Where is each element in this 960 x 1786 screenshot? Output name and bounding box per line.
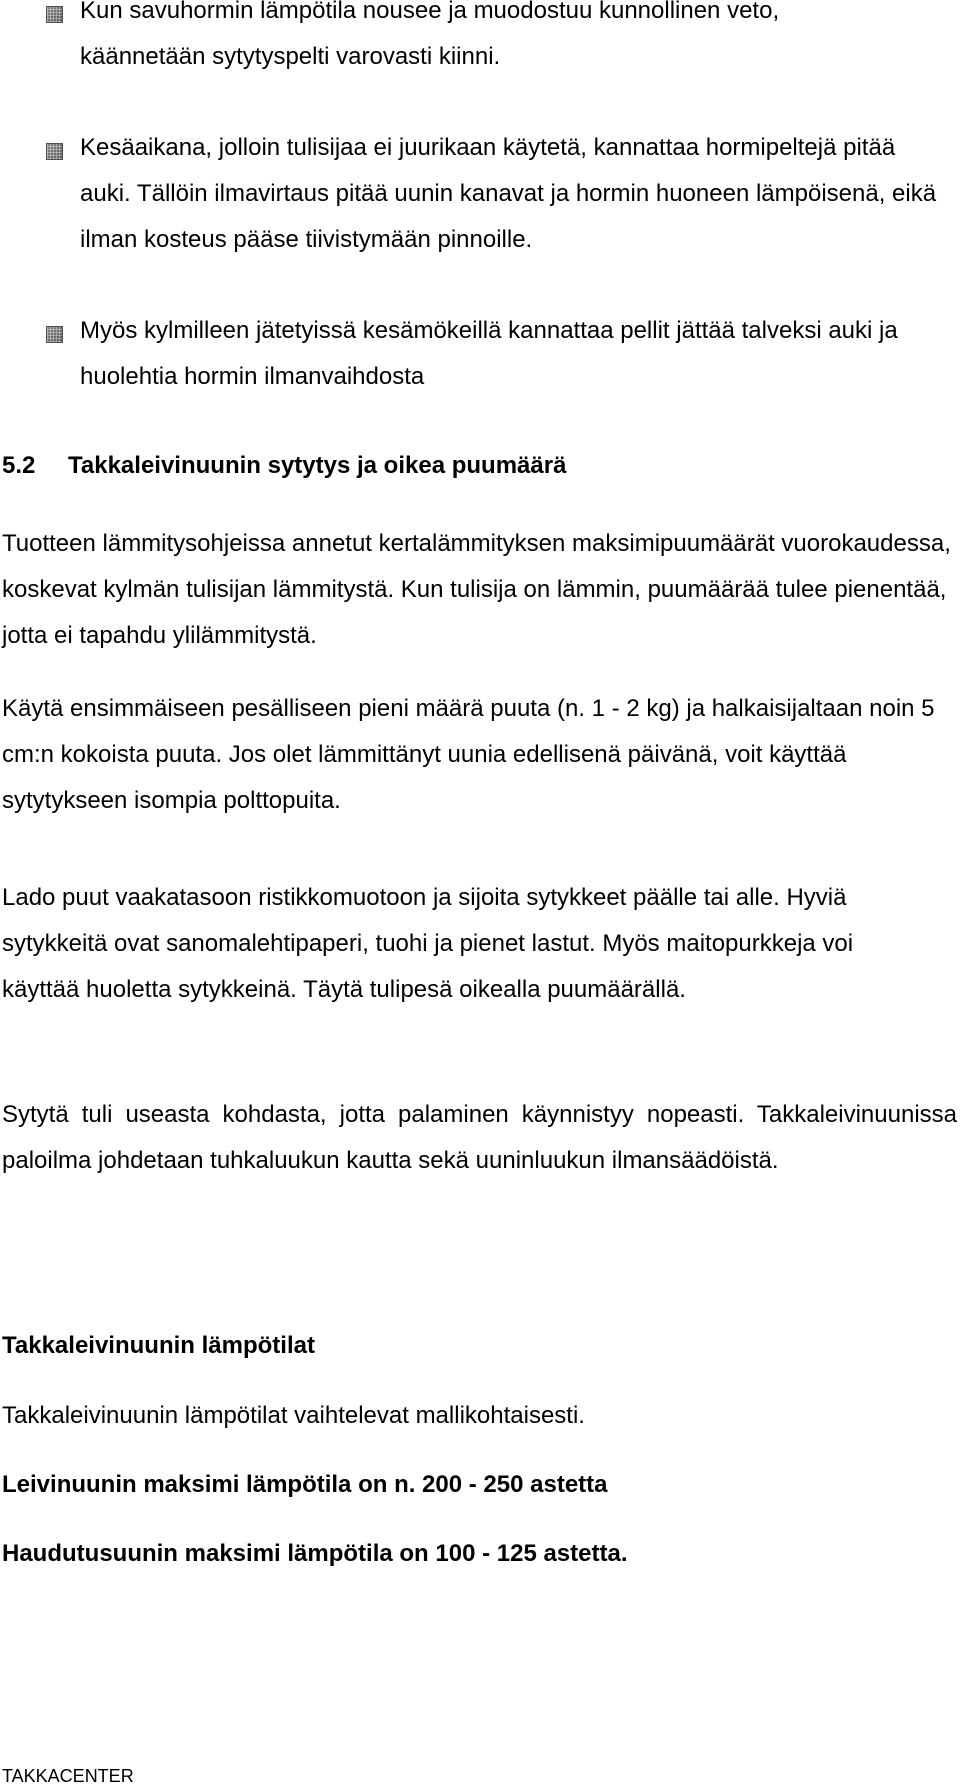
section-number: 5.2 [2, 452, 36, 479]
subheading: Takkaleivinuunin lämpötilat [2, 1332, 315, 1359]
paragraph: Sytytä tuli useasta kohdasta, jotta palaminen käynnistyy nopeasti. Takkaleivinuunissa paloilma johdetaan tuhkaluukun kautta sekä uuninluukun ilmansäädöistä. [2, 1101, 957, 1174]
bullet-item [46, 317, 946, 400]
paragraph: Lado puut vaakatasoon ristikkomuotoon ja sijoita sytykkeet päälle tai alle. Hyviä sytykkeitä ovat sanomalehtipaperi, tuohi ja pienet lastut. Myös maitopurkkeja voi käyttää huoletta sytykkeinä. Täytä tulipesä oikealla puumäärällä. [2, 884, 854, 1003]
footer-brand: TAKKACENTER [2, 1766, 134, 1786]
bold-statement: Leivinuunin maksimi lämpötila on n. 200 - 250 astetta [2, 1471, 608, 1498]
section-heading [2, 451, 566, 481]
section-title: Takkaleivinuunin sytytys ja oikea puumäärä [68, 452, 567, 479]
bullet-text: Myös kylmilleen jätetyissä kesämökeillä kannattaa pellit jättää talveksi auki ja huolehtia hormin ilmanvaihdosta [80, 317, 898, 390]
square-bullet-icon [46, 6, 63, 23]
paragraph: Käytä ensimmäiseen pesälliseen pieni määrä puuta (n. 1 - 2 kg) ja halkaisijaltaan noin 5 cm:n kokoista puuta. Jos olet lämmittänyt uunia edellisenä päivänä, voit käyttää sytytykseen isompia polttopuita. [2, 695, 935, 814]
bullet-item [46, 0, 946, 80]
square-bullet-icon [46, 143, 63, 160]
bullet-text: Kesäaikana, jolloin tulisijaa ei juurikaan käytetä, kannattaa hormipeltejä pitää auki. Tällöin ilmavirtaus pitää uunin kanavat ja hormin huoneen lämpöisenä, eikä ilman kosteus pääse tiivistymään pinnoille. [80, 134, 937, 253]
bullet-text: Kun savuhormin lämpötila nousee ja muodostuu kunnollinen veto, käännetään sytytyspelti varovasti kiinni. [80, 0, 780, 70]
square-bullet-icon [46, 326, 63, 343]
paragraph: Takkaleivinuunin lämpötilat vaihtelevat mallikohtaisesti. [2, 1402, 585, 1429]
paragraph: Tuotteen lämmitysohjeissa annetut kertalämmityksen maksimipuumäärät vuorokaudessa, koskevat kylmän tulisijan lämmitystä. Kun tulisija on lämmin, puumäärää tulee pienentää, jotta ei tapahdu ylilämmitystä. [2, 530, 951, 649]
bold-statement: Haudutusuunin maksimi lämpötila on 100 - 125 astetta. [2, 1540, 628, 1567]
bullet-item [46, 134, 946, 263]
